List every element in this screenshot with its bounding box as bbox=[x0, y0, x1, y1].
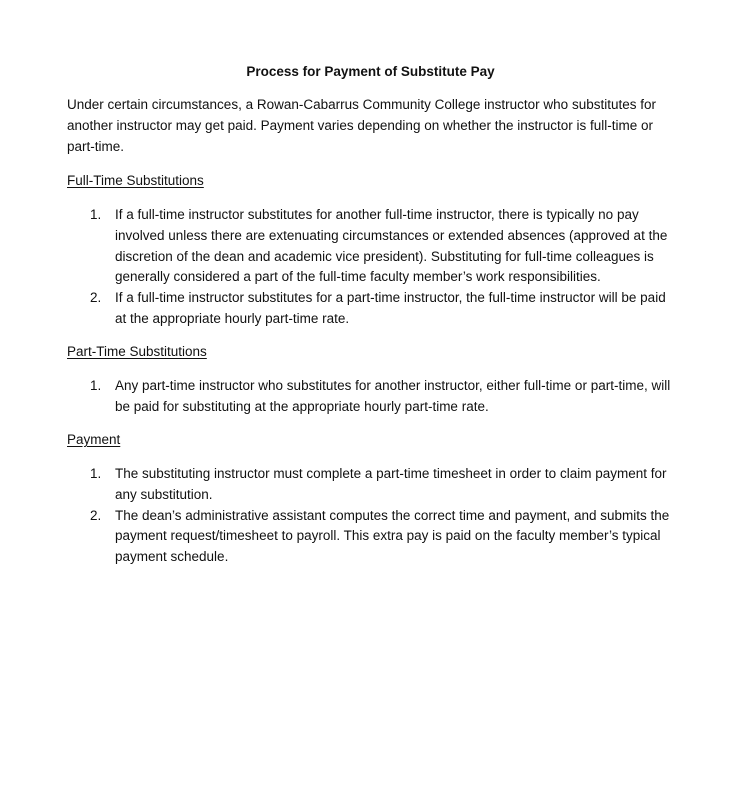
list-item-text: The dean’s administrative assistant computes the correct time and payment, and submits the payment request/timesheet to payroll. This extra pay is paid on the faculty member’s typical payment schedule. bbox=[115, 507, 670, 565]
full-time-list bbox=[67, 205, 679, 330]
document-title: Process for Payment of Substitute Pay bbox=[246, 64, 495, 79]
part-time-list bbox=[67, 376, 679, 418]
section-heading-payment: Payment bbox=[67, 432, 121, 447]
payment-list bbox=[67, 464, 679, 568]
list-item-number: 2. bbox=[90, 290, 102, 306]
list-item bbox=[67, 376, 679, 418]
list-item-number: 1. bbox=[90, 466, 102, 481]
section-heading-full-time: Full-Time Substitutions bbox=[67, 173, 204, 188]
list-item bbox=[67, 506, 679, 568]
list-item bbox=[67, 464, 679, 506]
list-item-text: The substituting instructor must complete a part-time timesheet in order to claim payment for any substitution. bbox=[115, 466, 667, 502]
list-item-text: If a full-time instructor substitutes for another full-time instructor, there is typically no pay involved unless there are extenuating circumstances or extended absences (approved at the discretion of the dean and academic vice president). Substituting for full-time colleagues is generally considered a part of the full-time faculty member’s work responsibilities. bbox=[115, 207, 668, 285]
list-item-number: 1. bbox=[90, 378, 102, 393]
list-item-number: 2. bbox=[90, 507, 102, 523]
list-item-text: Any part-time instructor who substitutes for another instructor, either full-time or part-time, will be paid for substituting at the appropriate hourly part-time rate. bbox=[115, 378, 671, 414]
list-item-text: If a full-time instructor substitutes for a part-time instructor, the full-time instructor will be paid at the appropriate hourly part-time rate. bbox=[115, 290, 666, 326]
list-item bbox=[67, 205, 679, 288]
section-heading-part-time: Part-Time Substitutions bbox=[67, 344, 207, 359]
list-item-number: 1. bbox=[90, 207, 102, 222]
intro-paragraph: Under certain circumstances, a Rowan-Cabarrus Community College instructor who substitutes for another instructor may get paid. Payment varies depending on whether the instructor is full-time or part-time. bbox=[67, 97, 656, 154]
list-item bbox=[67, 288, 679, 330]
